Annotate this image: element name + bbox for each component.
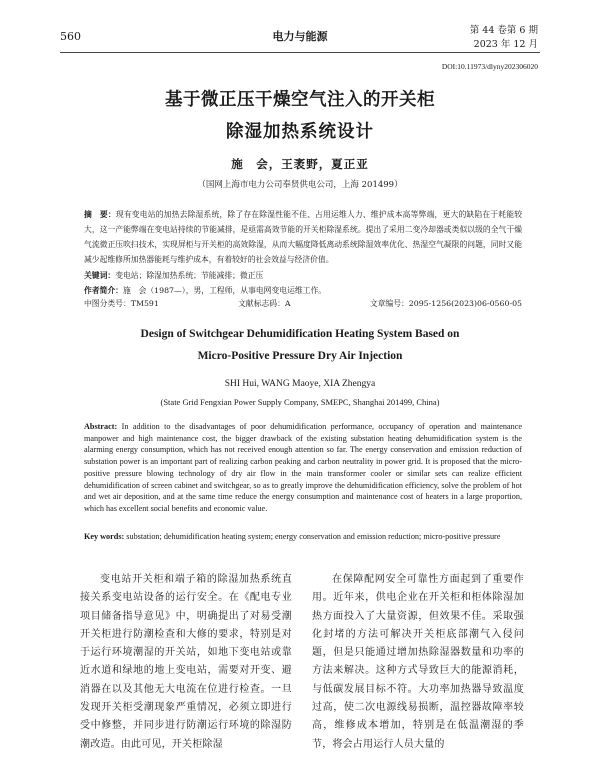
article-meta — [84, 298, 522, 309]
keywords-zh — [84, 268, 522, 283]
journal-name: 电力与能源 — [272, 30, 328, 43]
authors-en: SHI Hui, WANG Maoye, XIA Zhengya — [224, 379, 376, 389]
keywords-en — [84, 531, 522, 543]
keywords-en-text: substation; dehumidification heating system; energy conservation and emission reduction; micro-positive pressure — [126, 532, 501, 541]
title-en-line-1: Design of Switchgear Dehumidification Heating System Based on — [140, 328, 460, 340]
abstract-en-label: Abstract: — [84, 422, 118, 431]
keywords-zh-text: 变电站；除湿加热系统；节能减排；微正压 — [115, 271, 264, 280]
title-en-line-2: Micro-Positive Pressure Dry Air Injection — [197, 350, 403, 362]
abstract-zh — [84, 207, 522, 267]
clc-number: 中图分类号：TM591 — [84, 299, 159, 308]
header-divider — [60, 52, 540, 53]
title-line-1: 基于微正压干燥空气注入的开关柜 — [165, 90, 435, 110]
body-column-right — [312, 571, 524, 754]
abstract-en-text: In addition to the disadvantages of poor dehumidification performance, occupancy of operation and maintenance manpower and high maintenance cost, the bigger drawback of the existing substation heating dehumidification system is the alarming energy consumption, which has not received enough attention so far. The energy conservation and emission reduction of substation power is an important part of realizing carbon peaking and carbon neutrality in power grid. It is proposed that the micro-positive pressure blowing technology of dry air flow in the main transformer cooler or similar sets can realize efficient dehumidification of screen cabinet and switchgear, so as to greatly improve the dehumidification efficiency, solve the problem of hot and wet air deposition, and at the same time reduce the energy consumption and maintenance cost of heaters in a large proportion, which has excellent social benefits and economic value. — [84, 422, 523, 513]
body-column-left — [80, 571, 292, 754]
affiliation: （国网上海市电力公司奉贤供电公司，上海 201499） — [197, 180, 403, 190]
abstract-zh-text: 现有变电站的加热去除湿系统，除了存在除湿性能不佳、占用运维人力、维护成本高等弊端，更大的缺陷在于耗能较大，这一产能弊端在变电站持续的节能减排，是亟需高效节能的开关柜除湿系统。提出了采用二变冷却器或类似以级的全气干燥气流微正压吹扫技术，实现屏柜与开关柜的高效除湿，从而大幅度降低离动系统除湿效率优化、热湿空气凝限的问题，同时又能减少起维修所加热器能耗与维护成本，有着较好的社会效益与经济价值。 — [84, 210, 523, 264]
article-number: 文章编号：2095-1256(2023)06-0560-05 — [369, 299, 522, 308]
authors: 施 会，王袤野，夏正亚 — [231, 157, 369, 171]
author-intro-text: 施 会（1987—），男，工程师，从事电网变电运维工作。 — [122, 286, 327, 295]
doi-label[interactable]: DOI:10.11973/dlyny202306020 — [441, 62, 538, 71]
author-intro-label: 作者简介： — [84, 286, 123, 295]
affiliation-en: (State Grid Fengxian Power Supply Company, SMEPC, Shanghai 201499, China) — [160, 397, 440, 407]
body-paragraph: 变电站开关柜和端子箱的除湿加热系统直接关系变电站设备的运行安全。在《配电专业项目储备指导意见》中，明确提出了对易受潮开关柜进行防潮检查和大修的要求，特别是对于运行环境潮湿的开关站，如地下变电站或靠近水道和绿地的地上变电站，需要对开变、避消器在以及其他无大电流在位进行检查。一旦发现开关柜受潮现象严重情况，必须立即进行受中修整，并同步进行防潮运行环境的除湿防潮改造。由此可见，开关柜除湿 — [80, 574, 292, 750]
keywords-en-label: Key words: — [84, 532, 125, 541]
title-line-2: 除湿加热系统设计 — [226, 122, 374, 142]
body-paragraph: 在保障配网安全可靠性方面起到了重要作用。近年来，供电企业在开关柜和柜体除湿加热方面投入了大量资源，但效果不佳。采取强化封堵的方法可解决开关柜底部潮气入侵问题，但是只能通过增加热除湿器数量和功率的方法来解决。这种方式导致巨大的能源消耗，与低碳发展目标不符。大功率加热器导致温度过高，使二次电源线易损断，温控器故障率较高，维修成本增加，特别是在低温潮湿的季节，将会占用运行人员大量的 — [312, 574, 524, 750]
document-code: 文献标志码：A — [238, 299, 291, 308]
author-intro — [84, 283, 522, 298]
volume-issue: 第 44 卷第 6 期 — [469, 25, 538, 36]
issue-date: 2023 年 12 月 — [473, 39, 538, 50]
keywords-zh-label: 关键词： — [84, 271, 116, 280]
abstract-en — [84, 421, 522, 515]
page-number: 560 — [60, 30, 81, 43]
abstract-zh-label: 摘 要： — [84, 210, 116, 219]
